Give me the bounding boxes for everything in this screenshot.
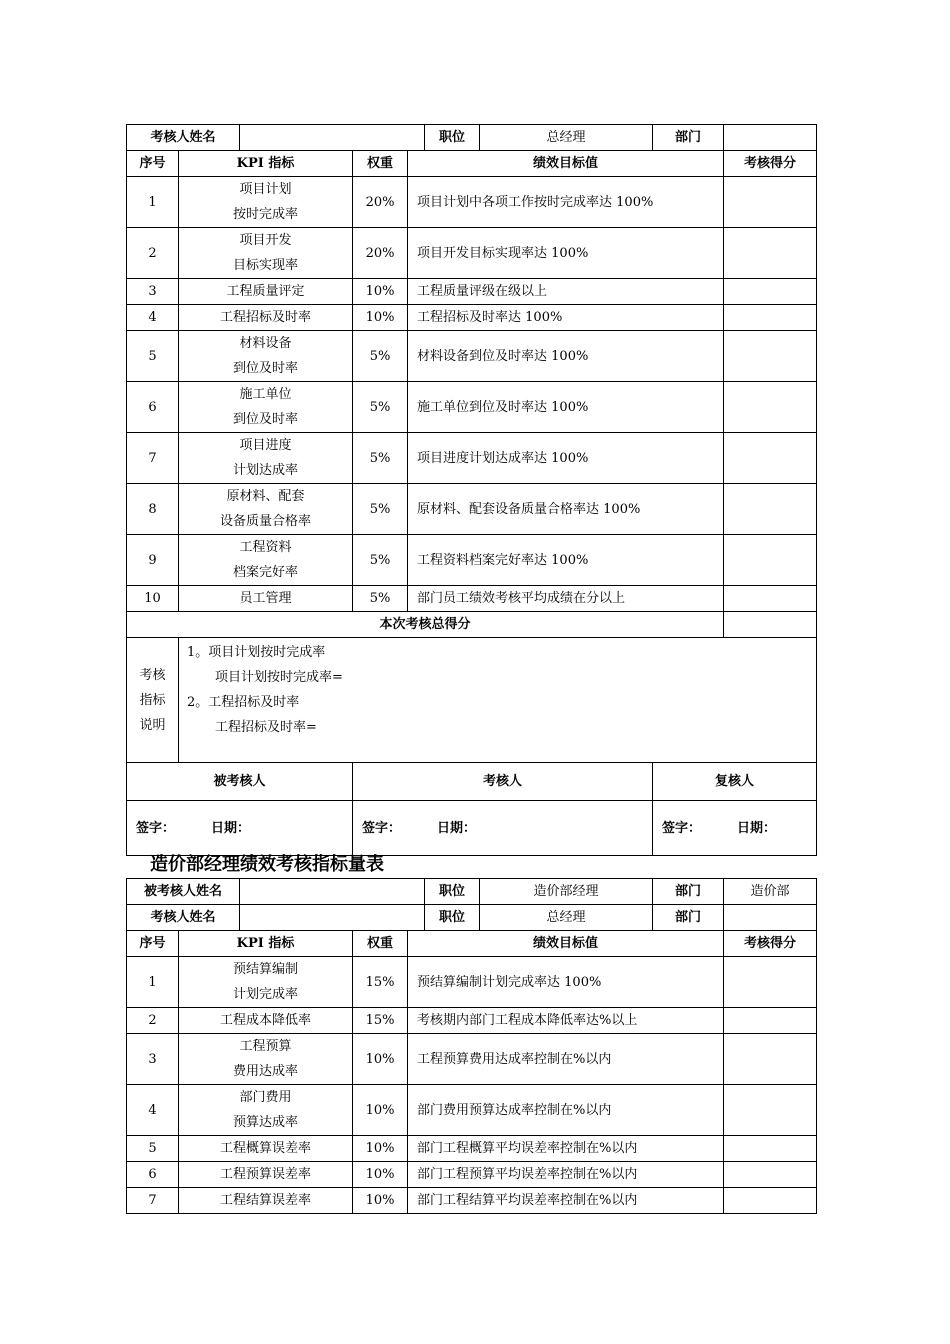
table-row	[127, 1136, 817, 1162]
row-number: 7	[127, 433, 179, 484]
row-kpi	[179, 957, 353, 1008]
row-number: 10	[127, 586, 179, 612]
row-kpi	[179, 1085, 353, 1136]
row-kpi-line: 原材料、配套	[226, 489, 305, 504]
row-target: 材料设备到位及时率达 100%	[408, 331, 724, 382]
sign-header-reviewer: 复核人	[653, 763, 817, 801]
row-weight: 20%	[353, 177, 408, 228]
date-label: 日期：	[211, 820, 251, 836]
row-score[interactable]	[724, 228, 817, 279]
row-score[interactable]	[724, 586, 817, 612]
row-number: 4	[127, 305, 179, 331]
header-no: 序号	[127, 151, 179, 177]
row-kpi-line: 档案完好率	[233, 565, 299, 580]
sign-cell-assessor[interactable]	[353, 801, 653, 856]
description-label-line: 说明	[139, 717, 166, 733]
row-target: 原材料、配套设备质量合格率达 100%	[408, 484, 724, 535]
row-kpi-line: 设备质量合格率	[220, 514, 312, 529]
row-number: 7	[127, 1188, 179, 1214]
row-kpi-line: 预结算编制	[233, 962, 299, 977]
row-number: 4	[127, 1085, 179, 1136]
row-weight: 10%	[353, 305, 408, 331]
row-kpi-line: 工程结算误差率	[220, 1193, 312, 1208]
row-weight: 10%	[353, 279, 408, 305]
row-number: 5	[127, 1136, 179, 1162]
row-number: 3	[127, 1034, 179, 1085]
row-kpi	[179, 1034, 353, 1085]
row-kpi	[179, 535, 353, 586]
row-weight: 10%	[353, 1085, 408, 1136]
sign-header-assessee: 被考核人	[127, 763, 353, 801]
total-score-label: 本次考核总得分	[127, 612, 724, 638]
row-kpi	[179, 177, 353, 228]
row-kpi-line: 工程资料	[239, 540, 292, 555]
table-row	[127, 586, 817, 612]
row-weight: 20%	[353, 228, 408, 279]
sign-cell-assessee[interactable]	[127, 801, 353, 856]
row-kpi-line: 计划达成率	[233, 463, 299, 478]
row-target: 部门员工绩效考核平均成绩在分以上	[408, 586, 724, 612]
row-score[interactable]	[724, 1188, 817, 1214]
row-number: 6	[127, 382, 179, 433]
position-label: 职位	[425, 125, 480, 151]
row-kpi	[179, 279, 353, 305]
sign-label: 签字：	[136, 820, 176, 836]
header-target: 绩效目标值	[408, 931, 724, 957]
table-row	[127, 1162, 817, 1188]
row-kpi	[179, 484, 353, 535]
assessee-name-label: 被考核人姓名	[127, 879, 240, 905]
row-kpi-line: 费用达成率	[233, 1064, 299, 1079]
row-score[interactable]	[724, 1162, 817, 1188]
sign-label: 签字：	[362, 820, 402, 836]
row-kpi	[179, 1136, 353, 1162]
row-score[interactable]	[724, 433, 817, 484]
assessee-name-value[interactable]	[240, 879, 425, 905]
dept-label: 部门	[653, 125, 724, 151]
row-target: 部门工程结算平均误差率控制在%以内	[408, 1188, 724, 1214]
description-label	[127, 638, 179, 763]
row-number: 1	[127, 957, 179, 1008]
row-score[interactable]	[724, 1008, 817, 1034]
header-kpi: KPI 指标	[179, 931, 353, 957]
row-number: 9	[127, 535, 179, 586]
row-number: 6	[127, 1162, 179, 1188]
row-target: 项目计划中各项工作按时完成率达 100%	[408, 177, 724, 228]
header-score: 考核得分	[724, 151, 817, 177]
assessee-dept-value[interactable]: 造价部	[724, 879, 817, 905]
row-score[interactable]	[724, 279, 817, 305]
row-score[interactable]	[724, 382, 817, 433]
table-row	[127, 228, 817, 279]
sign-cell-reviewer[interactable]	[653, 801, 817, 856]
description-label-line: 指标	[139, 692, 166, 708]
kpi-table-2	[126, 878, 817, 1214]
date-label: 日期：	[437, 820, 477, 836]
row-number: 2	[127, 1008, 179, 1034]
row-weight: 10%	[353, 1034, 408, 1085]
row-kpi-line: 材料设备	[239, 336, 292, 351]
table-row	[127, 1085, 817, 1136]
row-target: 部门工程概算平均误差率控制在%以内	[408, 1136, 724, 1162]
section-title: 造价部经理绩效考核指标量表	[150, 854, 384, 875]
table-row	[127, 331, 817, 382]
table-row	[127, 433, 817, 484]
row-target: 考核期内部门工程成本降低率达%以上	[408, 1008, 724, 1034]
row-weight: 5%	[353, 484, 408, 535]
row-kpi-line: 预算达成率	[233, 1115, 299, 1130]
row-score[interactable]	[724, 957, 817, 1008]
row-weight: 15%	[353, 957, 408, 1008]
row-score[interactable]	[724, 1136, 817, 1162]
sign-label: 签字：	[662, 820, 702, 836]
row-weight: 15%	[353, 1008, 408, 1034]
row-kpi-line: 工程预算	[239, 1039, 292, 1054]
row-kpi-line: 到位及时率	[233, 361, 299, 376]
row-target: 预结算编制计划完成率达 100%	[408, 957, 724, 1008]
row-target: 部门工程预算平均误差率控制在%以内	[408, 1162, 724, 1188]
row-target: 工程预算费用达成率控制在%以内	[408, 1034, 724, 1085]
assessor-name-label: 考核人姓名	[127, 125, 240, 151]
dept-value[interactable]	[724, 125, 817, 151]
table-row	[127, 1188, 817, 1214]
row-kpi	[179, 331, 353, 382]
description-line: 工程招标及时率=	[215, 720, 317, 735]
row-kpi-line: 施工单位	[239, 387, 292, 402]
row-kpi	[179, 433, 353, 484]
row-kpi-line: 按时完成率	[233, 207, 299, 222]
row-kpi	[179, 305, 353, 331]
dept-label: 部门	[653, 905, 724, 931]
table-row	[127, 1034, 817, 1085]
description-content	[179, 638, 817, 763]
row-number: 5	[127, 331, 179, 382]
assessor-name-value[interactable]	[240, 905, 425, 931]
row-kpi	[179, 228, 353, 279]
table-row	[127, 305, 817, 331]
row-weight: 5%	[353, 331, 408, 382]
assessor-position-value[interactable]: 总经理	[480, 905, 653, 931]
description-line: 项目计划按时完成率=	[215, 670, 343, 685]
description-line: 2。工程招标及时率	[187, 695, 300, 710]
row-kpi-line: 目标实现率	[233, 258, 299, 273]
assessor-name-label: 考核人姓名	[127, 905, 240, 931]
row-target: 工程质量评级在级以上	[408, 279, 724, 305]
table-row	[127, 382, 817, 433]
row-target: 施工单位到位及时率达 100%	[408, 382, 724, 433]
row-target: 项目进度计划达成率达 100%	[408, 433, 724, 484]
row-score[interactable]	[724, 1034, 817, 1085]
row-kpi-line: 工程招标及时率	[220, 310, 312, 325]
row-weight: 5%	[353, 433, 408, 484]
position-label: 职位	[425, 905, 480, 931]
row-score[interactable]	[724, 177, 817, 228]
row-score[interactable]	[724, 1085, 817, 1136]
header-target: 绩效目标值	[408, 151, 724, 177]
row-kpi	[179, 586, 353, 612]
kpi-table-1-body	[127, 177, 817, 612]
total-score-value[interactable]	[724, 612, 817, 638]
table-row	[127, 957, 817, 1008]
row-kpi-line: 到位及时率	[233, 412, 299, 427]
row-weight: 10%	[353, 1136, 408, 1162]
row-kpi-line: 项目开发	[239, 233, 292, 248]
row-kpi-line: 工程概算误差率	[220, 1141, 312, 1156]
table-row	[127, 279, 817, 305]
table-row	[127, 535, 817, 586]
row-weight: 5%	[353, 535, 408, 586]
row-weight: 5%	[353, 382, 408, 433]
row-number: 2	[127, 228, 179, 279]
row-weight: 10%	[353, 1188, 408, 1214]
row-kpi-line: 工程预算误差率	[220, 1167, 312, 1182]
dept-label: 部门	[653, 879, 724, 905]
row-kpi-line: 工程质量评定	[226, 284, 305, 299]
assessor-name-value[interactable]	[240, 125, 425, 151]
row-kpi	[179, 1008, 353, 1034]
header-weight: 权重	[353, 151, 408, 177]
row-kpi-line: 部门费用	[239, 1090, 292, 1105]
row-weight: 10%	[353, 1162, 408, 1188]
position-value[interactable]: 总经理	[480, 125, 653, 151]
header-no: 序号	[127, 931, 179, 957]
row-kpi	[179, 382, 353, 433]
sign-header-assessor: 考核人	[353, 763, 653, 801]
assessor-dept-value[interactable]	[724, 905, 817, 931]
date-label: 日期：	[737, 820, 777, 836]
description-label-line: 考核	[139, 667, 166, 683]
row-target: 工程资料档案完好率达 100%	[408, 535, 724, 586]
header-kpi: KPI 指标	[179, 151, 353, 177]
row-score[interactable]	[724, 331, 817, 382]
row-kpi	[179, 1188, 353, 1214]
table-row	[127, 177, 817, 228]
kpi-table-1	[126, 124, 817, 856]
row-score[interactable]	[724, 535, 817, 586]
row-score[interactable]	[724, 305, 817, 331]
row-kpi-line: 员工管理	[239, 591, 292, 606]
row-number: 8	[127, 484, 179, 535]
description-line: 1。项目计划按时完成率	[187, 645, 326, 660]
header-weight: 权重	[353, 931, 408, 957]
row-target: 项目开发目标实现率达 100%	[408, 228, 724, 279]
assessee-position-value[interactable]: 造价部经理	[480, 879, 653, 905]
row-kpi-line: 计划完成率	[233, 987, 299, 1002]
row-target: 部门费用预算达成率控制在%以内	[408, 1085, 724, 1136]
row-number: 3	[127, 279, 179, 305]
row-target: 工程招标及时率达 100%	[408, 305, 724, 331]
row-score[interactable]	[724, 484, 817, 535]
row-kpi-line: 项目进度	[239, 438, 292, 453]
table-row	[127, 1008, 817, 1034]
position-label: 职位	[425, 879, 480, 905]
table-row	[127, 484, 817, 535]
row-number: 1	[127, 177, 179, 228]
row-kpi	[179, 1162, 353, 1188]
row-kpi-line: 项目计划	[239, 182, 292, 197]
row-weight: 5%	[353, 586, 408, 612]
row-kpi-line: 工程成本降低率	[220, 1013, 312, 1028]
header-score: 考核得分	[724, 931, 817, 957]
kpi-table-2-body	[127, 957, 817, 1214]
